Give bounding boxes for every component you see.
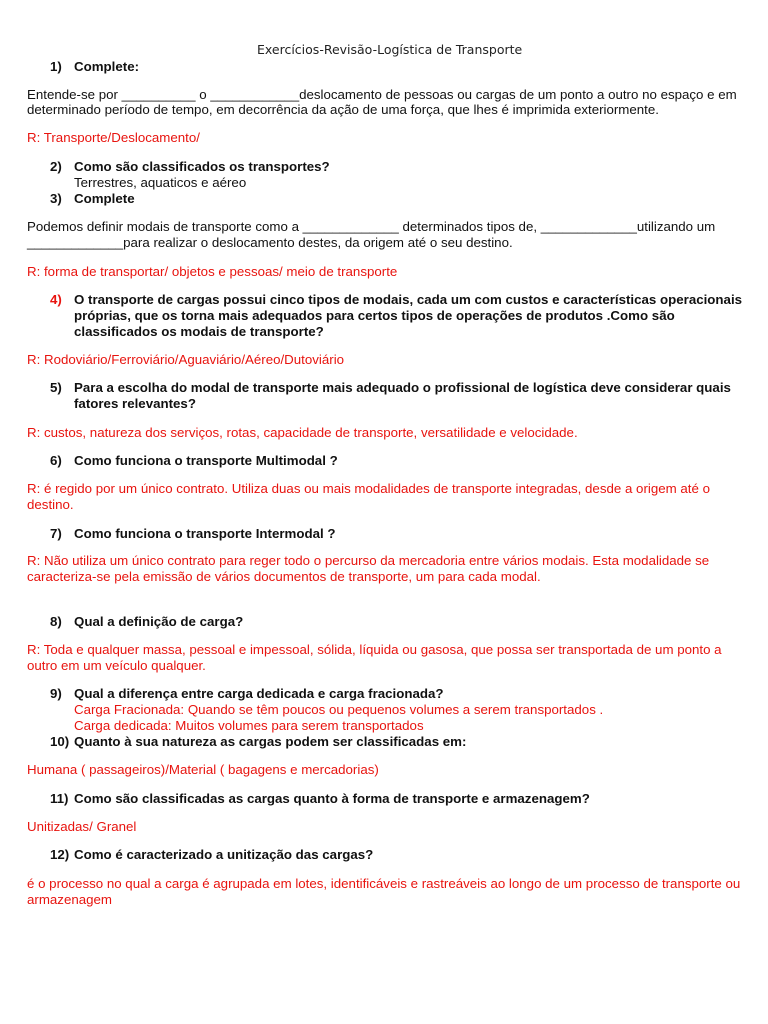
question-7-number: 7) (50, 526, 62, 541)
question-5-line-2: fatores relevantes? (74, 396, 196, 411)
question-4-number: 4) (50, 292, 62, 307)
answer-6-line-2: destino. (27, 497, 74, 512)
answer-7-line-1: R: Não utiliza um único contrato para reger todo o percurso da mercadoria entre vários modais. Esta modalidade se (27, 553, 710, 568)
question-2-text: Como são classificados os transportes? (74, 159, 330, 174)
answer-8-line-1: R: Toda e qualquer massa, pessoal e impessoal, sólida, líquida ou gasosa, que possa ser transportada de um ponto a (27, 642, 722, 657)
document-title: Exercícios-Revisão-Logística de Transporte (257, 42, 523, 57)
question-7-text: Como funciona o transporte Intermodal ? (74, 526, 336, 541)
answer-9-line-1: Carga Fracionada: Quando se têm poucos ou pequenos volumes a serem transportados . (74, 702, 604, 717)
question-1-number: 1) (50, 59, 62, 74)
question-3-number: 3) (50, 191, 62, 206)
question-2-number: 2) (50, 159, 62, 174)
question-5-number: 5) (50, 380, 62, 395)
question-4-line-2: próprias, que os torna mais adequados para certos tipos de operações de produtos .Como são (74, 308, 675, 323)
question-9-number: 9) (50, 686, 62, 701)
question-10-text: Quanto à sua natureza as cargas podem ser classificadas em: (74, 734, 467, 749)
answer-12-line-1: é o processo no qual a carga é agrupada em lotes, identificáveis e rastreáveis ao longo de um processo de transporte ou (27, 876, 741, 891)
answer-2: Terrestres, aquaticos e aéreo (74, 175, 247, 190)
question-6-number: 6) (50, 453, 62, 468)
question-11-text: Como são classificadas as cargas quanto à forma de transporte e armazenagem? (74, 791, 590, 806)
answer-9-line-2: Carga dedicada: Muitos volumes para serem transportados (74, 718, 424, 733)
question-10-number: 10) (50, 734, 70, 749)
question-11-number: 11) (50, 791, 69, 806)
answer-11: Unitizadas/ Granel (27, 819, 137, 834)
question-12-number: 12) (50, 847, 70, 862)
paragraph-1-line-2: determinado período de tempo, em decorrência da ação de uma força, que lhes é imprimida exteriormente. (27, 102, 659, 117)
paragraph-3-line-2: _____________para realizar o deslocamento destes, da origem até o seu destino. (27, 235, 513, 250)
question-4-line-1: O transporte de cargas possui cinco tipos de modais, cada um com custos e características operacionais (74, 292, 743, 307)
answer-12-line-2: armazenagem (27, 892, 112, 907)
question-4-line-3: classificados os modais de transporte? (74, 324, 324, 339)
answer-4: R: Rodoviário/Ferroviário/Aguaviário/Aéreo/Dutoviário (27, 352, 345, 367)
answer-1: R: Transporte/Deslocamento/ (27, 130, 200, 145)
answer-6-line-1: R: é regido por um único contrato. Utiliza duas ou mais modalidades de transporte integradas, desde a origem até o (27, 481, 710, 496)
question-3-text: Complete (74, 191, 135, 206)
answer-10: Humana ( passageiros)/Material ( bagagens e mercadorias) (27, 762, 379, 777)
answer-7-line-2: caracteriza-se pela emissão de vários documentos de transporte, um para cada modal. (27, 569, 541, 584)
answer-3: R: forma de transportar/ objetos e pessoas/ meio de transporte (27, 264, 398, 279)
answer-8-line-2: outro em um veículo qualquer. (27, 658, 206, 673)
paragraph-1-line-1: Entende-se por __________ o ____________deslocamento de pessoas ou cargas de um ponto a outro no espaço e em (27, 87, 737, 102)
question-12-text: Como é caracterizado a unitização das cargas? (74, 847, 374, 862)
question-1-text: Complete: (74, 59, 140, 74)
question-6-text: Como funciona o transporte Multimodal ? (74, 453, 338, 468)
question-5-line-1: Para a escolha do modal de transporte mais adequado o profissional de logística deve considerar quais (74, 380, 731, 395)
question-9-text: Qual a diferença entre carga dedicada e carga fracionada? (74, 686, 444, 701)
answer-5: R: custos, natureza dos serviços, rotas, capacidade de transporte, versatilidade e velocidade. (27, 425, 578, 440)
paragraph-3-line-1: Podemos definir modais de transporte como a _____________ determinados tipos de, _____________utilizando um (27, 219, 716, 234)
question-8-text: Qual a definição de carga? (74, 614, 244, 629)
question-8-number: 8) (50, 614, 62, 629)
